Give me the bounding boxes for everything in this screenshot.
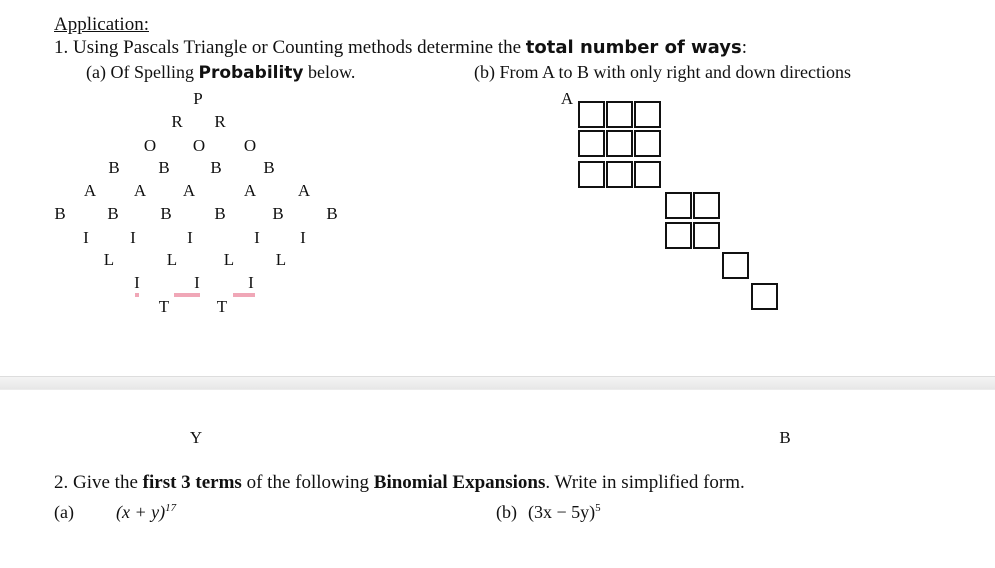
letter-b: B xyxy=(54,204,66,223)
letter-p: P xyxy=(193,89,203,108)
letter-r: R xyxy=(171,112,183,131)
letter-i: I xyxy=(248,273,254,292)
part-a-suffix: below. xyxy=(303,62,356,82)
grid-cell xyxy=(751,283,778,310)
question-2-bold-1: first 3 terms xyxy=(142,472,242,493)
expansion-b-exponent: 5 xyxy=(595,502,601,514)
letter-a: A xyxy=(133,181,147,200)
question-2-text: 2. Give the xyxy=(54,472,143,493)
letter-i: I xyxy=(194,273,200,292)
letter-o: O xyxy=(192,136,206,155)
part-a-label xyxy=(86,62,355,83)
expansion-b-base: (3x − 5y) xyxy=(528,502,596,522)
letter-l: L xyxy=(223,250,235,269)
letter-b: B xyxy=(160,204,172,223)
letter-l: L xyxy=(166,250,178,269)
expansion-a-exponent: 17 xyxy=(165,502,177,514)
letter-y: Y xyxy=(189,428,203,447)
letter-t: T xyxy=(158,297,170,316)
grid-cell xyxy=(578,130,605,157)
part-b-label: (b) From A to B with only right and down directions xyxy=(474,62,851,82)
part-a-bold: Probability xyxy=(198,63,304,83)
letter-b: B xyxy=(214,204,226,223)
question-2-suffix: . Write in simplified form. xyxy=(545,472,745,493)
grid-start-label: A xyxy=(560,89,574,108)
grid-cell xyxy=(693,192,720,219)
letter-a: A xyxy=(83,181,97,200)
part-a-prefix: (a) Of Spelling xyxy=(86,62,199,82)
letter-r: R xyxy=(214,112,226,131)
question-1-bold: total number of ways xyxy=(525,37,742,58)
grid-cell xyxy=(634,101,661,128)
letter-i: I xyxy=(134,273,140,292)
letter-b: B xyxy=(272,204,284,223)
grid-cell xyxy=(578,101,605,128)
question-2-bold-2: Binomial Expansions xyxy=(373,472,546,493)
letter-b: B xyxy=(158,158,170,177)
grid-cell xyxy=(634,161,661,188)
highlight-mark xyxy=(135,293,139,297)
highlight-mark xyxy=(174,293,200,297)
grid-cell xyxy=(665,222,692,249)
letter-a: A xyxy=(297,181,311,200)
letter-b: B xyxy=(108,158,120,177)
letter-i: I xyxy=(254,228,260,247)
letter-b: B xyxy=(326,204,338,223)
letter-l: L xyxy=(103,250,115,269)
letter-i: I xyxy=(83,228,89,247)
letter-o: O xyxy=(143,136,157,155)
letter-b: B xyxy=(107,204,119,223)
grid-cell xyxy=(578,161,605,188)
letter-b: B xyxy=(263,158,275,177)
highlight-mark xyxy=(233,293,255,297)
letter-a: A xyxy=(243,181,257,200)
letter-i: I xyxy=(187,228,193,247)
question-1 xyxy=(54,37,747,59)
question-2-middle: of the following xyxy=(241,472,374,493)
expansion-b xyxy=(528,502,601,523)
grid-cell xyxy=(634,130,661,157)
expansion-a-label: (a) xyxy=(54,502,74,522)
grid-cell xyxy=(693,222,720,249)
grid-cell xyxy=(606,130,633,157)
page-break xyxy=(0,376,995,390)
grid-cell xyxy=(606,101,633,128)
letter-a: A xyxy=(182,181,196,200)
grid-cell xyxy=(606,161,633,188)
letter-l: L xyxy=(275,250,287,269)
expansion-b-label: (b) xyxy=(496,502,517,522)
grid-cell xyxy=(665,192,692,219)
grid-end-label: B xyxy=(779,428,791,447)
question-1-suffix: : xyxy=(741,37,747,58)
letter-i: I xyxy=(300,228,306,247)
letter-i: I xyxy=(130,228,136,247)
question-1-text: 1. Using Pascals Triangle or Counting methods determine the xyxy=(54,37,526,58)
letter-o: O xyxy=(243,136,257,155)
section-title: Application: xyxy=(54,14,149,35)
expansion-a xyxy=(116,502,176,523)
expansion-a-base: (x + y) xyxy=(116,502,166,522)
question-2 xyxy=(54,472,745,494)
letter-b: B xyxy=(210,158,222,177)
grid-cell xyxy=(722,252,749,279)
letter-t: T xyxy=(216,297,228,316)
